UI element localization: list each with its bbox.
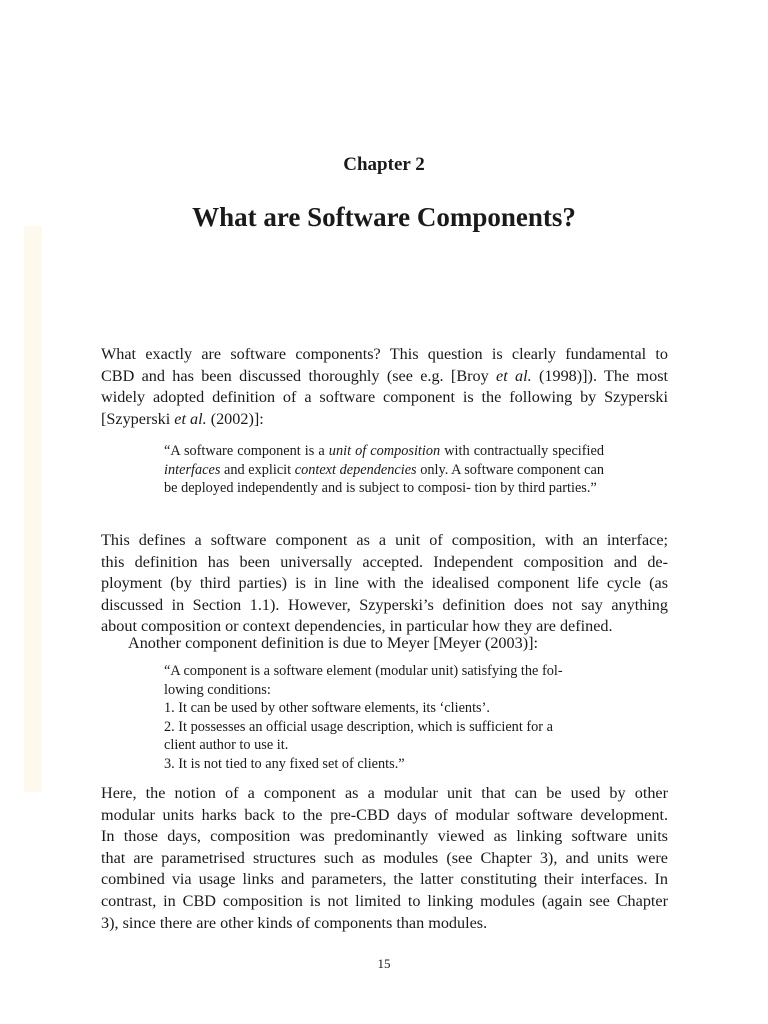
quote-line: 2. It possesses an official usage description, which is sufficient for a bbox=[164, 718, 553, 735]
quote-text: “A software component is a bbox=[164, 443, 329, 459]
quote-line: 1. It can be used by other software elements, its ‘clients’. bbox=[164, 700, 490, 716]
paragraph-line: this definition has been universally accepted. Independent composition and de- bbox=[101, 552, 668, 571]
paragraph-definition bbox=[101, 530, 668, 638]
paragraph-line: discussed in Section 1.1). However, Szyperski’s definition does not say anything bbox=[101, 595, 668, 614]
quote-text: and explicit bbox=[220, 461, 295, 478]
page-number: 15 bbox=[377, 956, 391, 971]
quote-emphasis: context dependencies bbox=[294, 461, 417, 478]
quote-line: client author to use it. bbox=[164, 737, 289, 753]
paragraph-meyer-intro: Another component definition is due to Meyer [Meyer (2003)]: bbox=[128, 634, 538, 652]
paragraph-text: (1998)]). The most bbox=[531, 366, 669, 385]
quote-line: 3. It is not tied to any fixed set of clients.” bbox=[164, 755, 405, 772]
chapter-label: Chapter 2 bbox=[343, 154, 425, 175]
paragraph-line: widely adopted definition of a software component is the following by Szyperski bbox=[101, 388, 668, 407]
quote-text: with contractually specified bbox=[440, 443, 604, 459]
paragraph-line: that are parametrised structures such as modules (see Chapter 3), and units were bbox=[101, 848, 668, 867]
paragraph-line bbox=[101, 409, 668, 431]
paragraph-line: In those days, composition was predominantly viewed as linking software units bbox=[101, 827, 668, 846]
paragraph-line bbox=[101, 366, 668, 388]
paragraph-line: Here, the notion of a component as a modular unit that can be used by other bbox=[101, 784, 668, 802]
paragraph-text: (2002)]: bbox=[206, 409, 264, 428]
margin-strip bbox=[24, 226, 42, 792]
quote-line: “A component is a software element (modular unit) satisfying the fol- bbox=[164, 663, 563, 679]
quote-text: only. A software component can be deployed independently and is subject to composi- tion by third parties.” bbox=[164, 461, 605, 496]
paragraph-line: 3), since there are other kinds of components than modules. bbox=[101, 913, 488, 932]
paragraph-text: [Szyperski bbox=[101, 409, 175, 428]
quote-line: lowing conditions: bbox=[164, 681, 271, 698]
paragraph-line: What exactly are software components? This question is clearly fundamental to bbox=[101, 345, 668, 363]
citation-etal: et al. bbox=[174, 409, 207, 428]
paragraph-text: CBD and has been discussed thoroughly (see e.g. [Broy bbox=[101, 366, 497, 385]
paragraph-line: about composition or context dependencies, in particular how they are defined. bbox=[101, 617, 613, 636]
paragraph-line: contrast, in CBD composition is not limited to linking modules (again see Chapter bbox=[101, 891, 668, 910]
quote-meyer bbox=[164, 662, 604, 773]
quote-emphasis: unit of composition bbox=[328, 443, 441, 459]
quote-szyperski bbox=[164, 442, 604, 498]
citation-etal: et al. bbox=[496, 366, 532, 385]
paragraph-intro bbox=[101, 344, 668, 430]
paragraph-line: This defines a software component as a unit of composition, with an interface; bbox=[101, 531, 668, 549]
paragraph-line: modular units harks back to the pre-CBD days of modular software development. bbox=[101, 805, 668, 824]
chapter-title: What are Software Components? bbox=[192, 202, 576, 232]
quote-emphasis: interfaces bbox=[164, 461, 221, 478]
paragraph-modular-units bbox=[101, 783, 668, 934]
paragraph-line: combined via usage links and parameters, the latter constituting their interfaces. In bbox=[101, 870, 668, 889]
paragraph-line: ployment (by third parties) is in line with the idealised component life cycle (as bbox=[101, 574, 668, 593]
